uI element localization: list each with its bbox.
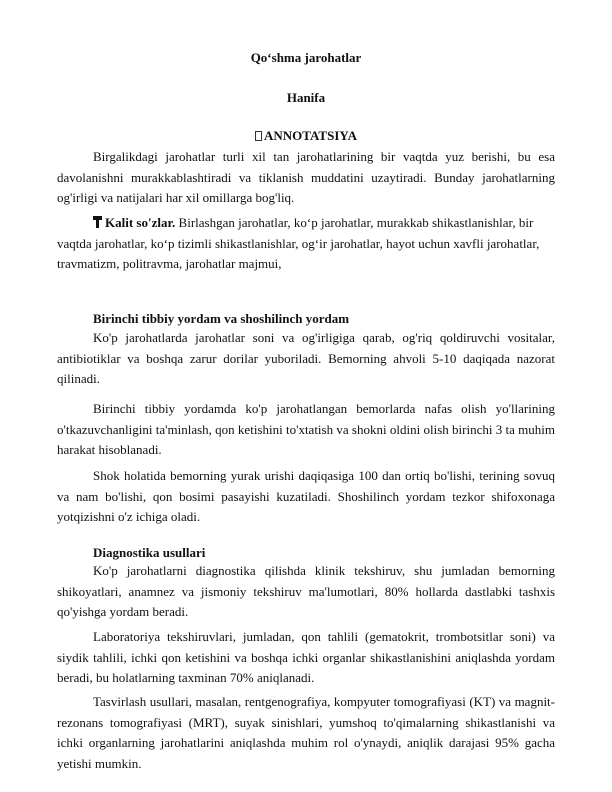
keywords-paragraph xyxy=(57,213,555,275)
paragraph-diagnostics-2: Laboratoriya tekshiruvlari, jumladan, qon tahlili (gematokrit, trombotsitlar soni) va siydik tahlili, ichki qon ketishini va boshqa ichki organlar shikastlanishini aniqlashda yordam beradi, bu holatlarning taxminan 70% aniqlanadi. xyxy=(57,629,555,685)
abstract-paragraph: Birgalikdagi jarohatlar turli xil tan jarohatlarining bir vaqtda yuz berishi, bu esa davolanishni murakkablashtiradi va tiklanish muddatini uzaytiradi. Bunday jarohatlarning og'irligi va natijalari har xil omillarga bog'liq. xyxy=(57,149,555,205)
abstract-heading-line xyxy=(0,128,612,144)
keywords-text: Birlashgan jarohatlar, ko‘p jarohatlar, murakkab shikastlanishlar, bir vaqtda jarohatlar, ko‘p tizimli shikastlanishlar, og‘ir jarohatlar, hayot uchun xavfli jarohatlar, travmatizm, politravma, jarohatlar majmui, xyxy=(57,215,540,271)
section-heading-diagnostics: Diagnostika usullari xyxy=(93,545,206,560)
paragraph-diagnostics-1: Ko'p jarohatlarni diagnostika qilishda klinik tekshiruv, shu jumladan bemorning shikoyatlari, anamnez va jismoniy tekshiruv ma'lumotlari, 80% hollarda dastlabki tashxis qo'yishga yordam beradi. xyxy=(57,563,555,619)
paragraph-first-aid-3: Shok holatida bemorning yurak urishi daqiqasiga 100 dan ortiq bo'lishi, terining sovuq va nam bo'lishi, qon bosimi pasayishi kuzatiladi. Shoshilinch yordam tezkor shifoxonaga yotqizishni o'z ichiga oladi. xyxy=(57,468,555,524)
paragraph-diagnostics-3: Tasvirlash usullari, masalan, rentgenografiya, kompyuter tomografiyasi (KT) va magnit-rezonans tomografiyasi (MRT), suyak sinishlari, yumshoq to'qimalarning shikastlanishi va ichki organlarning jarohatlarini aniqlashda muhim rol o'ynaydi, aniqlik darajasi 95% gacha yetishi mumkin. xyxy=(57,694,555,771)
abstract-heading: ANNOTATSIYA xyxy=(264,128,357,143)
section-heading-first-aid: Birinchi tibbiy yordam va shoshilinch yordam xyxy=(93,311,350,326)
paragraph-first-aid-1: Ko'p jarohatlarda jarohatlar soni va og'irligiga qarab, og'riq qoldiruvchi vositalar, antibiotiklar va boshqa zarur dorilar yuboriladi. Bemorning ahvoli 5-10 daqiqada nazorat qilinadi. xyxy=(57,330,555,386)
author-name: Hanifa xyxy=(286,90,326,105)
keywords-label: Kalit so'zlar. xyxy=(105,215,176,230)
pin-icon xyxy=(93,216,102,228)
paragraph-first-aid-2: Birinchi tibbiy yordamda ko'p jarohatlangan bemorlarda nafas olish yo'llarining o'tkazuvchanligini ta'minlash, qon ketishini to'xtatish va shokni oldini olish birinchi 3 ta muhim harakat hisoblanadi. xyxy=(57,401,555,457)
missing-glyph-icon xyxy=(255,131,262,141)
paper-title: Qo‘shma jarohatlar xyxy=(250,50,362,65)
